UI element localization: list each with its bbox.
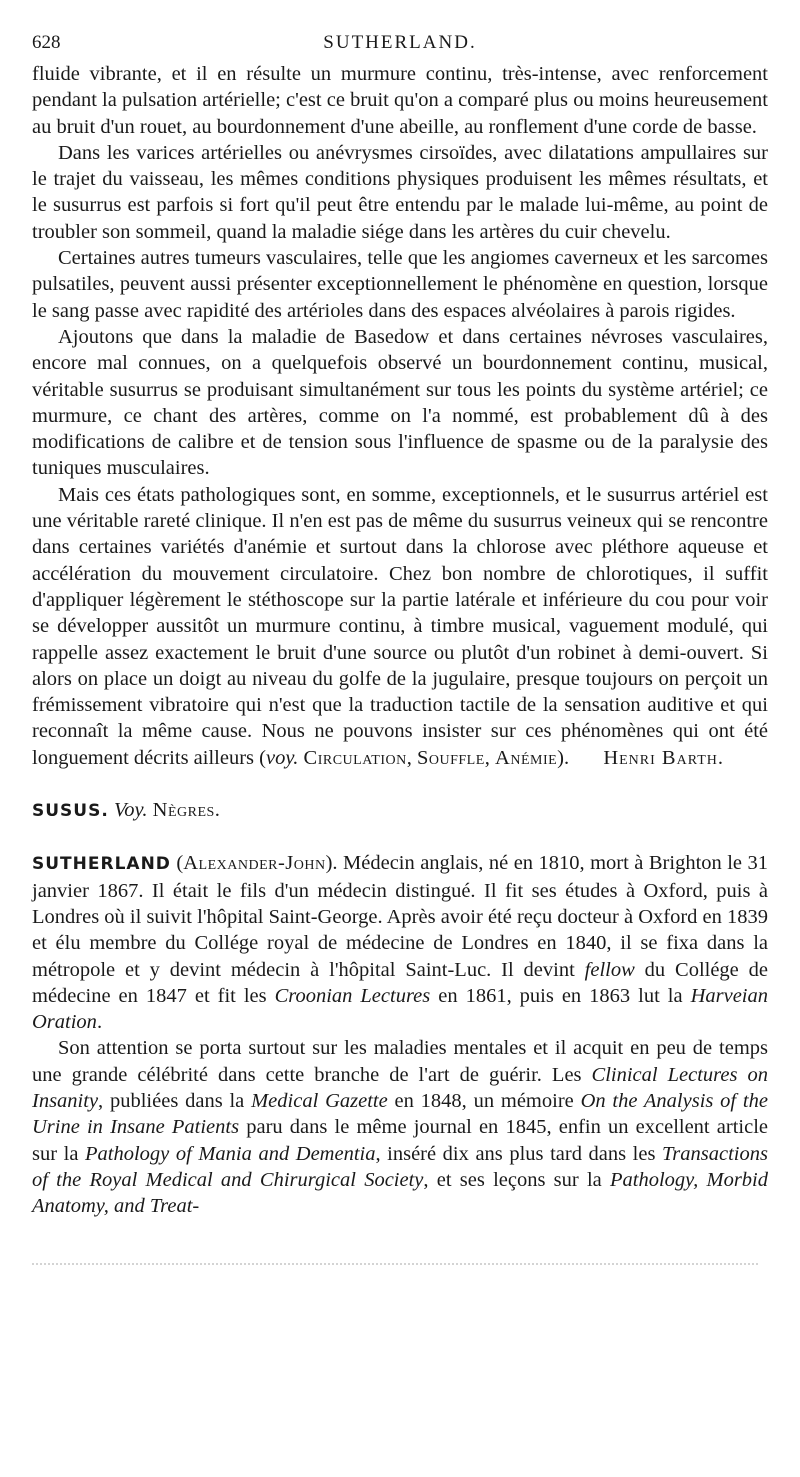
italic-run: On the Analysis of the Urine in Insane Patients: [32, 1089, 768, 1139]
author-signature: Henri Barth.: [603, 746, 724, 769]
sutherland-names: Alexander-John: [183, 852, 326, 875]
paragraph-tumeurs: Certaines autres tumeurs vasculaires, telle que les angiomes caverneux et les sarcomes pulsatiles, peuvent aussi présenter exceptionnellement le phénomène en question, lorsque le sang passe avec rapidité des artérioles dans des espaces alvéolaires à parois rigides.: [32, 247, 768, 322]
ref-separator: ,: [406, 746, 417, 769]
text-run: paru dans le même journal en 1845, enfin un excellent article sur la: [32, 1116, 768, 1165]
bleed-through-line: [32, 1263, 758, 1269]
italic-run: Croonian Lectures: [274, 984, 431, 1007]
text-run: (: [176, 852, 184, 875]
ref-close: ).: [557, 746, 570, 769]
paragraph-continuation: fluide vibrante, et il en résulte un murmure continu, très-intense, avec renforcement pendant la pulsation artérielle; c'est ce bruit qu'on a comparé plus ou moins heureusement au bruit d'un rouet, au bourdonnement d'une abeille, au ronflement d'une corde de basse.: [32, 63, 768, 138]
paragraph-chlorose: [32, 482, 768, 771]
text-run: du Collége de médecine en 1847 et fit les: [32, 958, 768, 1007]
text-run: , inséré dix ans plus tard dans les: [375, 1142, 663, 1165]
text-run: , et ses leçons sur la: [423, 1168, 610, 1191]
ref-voy: voy.: [265, 746, 299, 769]
susus-target: Nègres.: [152, 799, 221, 822]
text-run: en 1861, puis en 1863 lut la: [430, 984, 691, 1007]
italic-run: Medical Gazette: [251, 1089, 388, 1112]
entry-sutherland: [32, 850, 768, 1035]
paragraph-sutherland-works: [32, 1035, 768, 1219]
italic-run: Transactions of the Royal Medical and Chirurgical Society: [32, 1142, 768, 1191]
text-run: en 1848, un mémoire: [387, 1089, 581, 1112]
text-run: ). Médecin anglais, né en 1810, mort à Brighton le 31 janvier 1867. Il était le fils d'un médecin distingué. Il fit ses études à Oxford, puis à Londres où il suivit l'hôpital Saint-George. Après avoir été reçu docteur à Oxford en 1839 et élu membre du Collége royal de médecine de Londres en 1840, il se fixa dans la métropole et y devint médecin à l'hôpital Saint-Luc. Il devint: [32, 852, 768, 981]
ref-anemie: Anémie: [495, 746, 558, 769]
italic-run: Pathology, Morbid Anatomy, and Treat-: [32, 1168, 768, 1218]
page-header: [32, 30, 768, 58]
entry-susus: [32, 797, 768, 824]
document-page: [32, 30, 768, 1269]
italic-run: Clinical Lectures on Insanity: [32, 1063, 768, 1112]
entry-head-susus: SUSUS.: [32, 801, 109, 822]
ref-circulation: Circulation: [303, 746, 407, 769]
italic-run: Pathology of Mania and Dementia: [85, 1142, 376, 1165]
ref-separator: ,: [484, 746, 490, 769]
running-title: SUTHERLAND.: [323, 32, 477, 53]
ref-souffle: Souffle: [416, 746, 485, 769]
italic-run: Harveian Oration: [32, 984, 768, 1034]
text-run: .: [96, 1011, 103, 1034]
italic-run: fellow: [584, 958, 635, 981]
susus-voy: Voy.: [113, 799, 148, 822]
entry-head-sutherland: SUTHERLAND: [32, 854, 171, 875]
chlorose-text: Mais ces états pathologiques sont, en somme, exceptionnels, et le susurrus artériel est une véritable rareté clinique. Il n'en est pas de même du susurrus veineux qui se rencontre dans certaines variétés d'anémie et surtout dans la chlorose avec pléthore aqueuse et accélération du mouvement circulatoire. Chez bon nombre de chlorotiques, il suffit d'appliquer légèrement le stéthoscope sur la partie latérale et inférieure du cou pour voir se développer aussitôt un murmure continu, à timbre musical, vaguement modulé, qui rappelle assez exactement le bruit d'une source ou plutôt d'un robinet à demi-ouvert. Si alors on place un doigt au niveau du golfe de la jugulaire, presque toujours on perçoit un frémissement vibratoire qui n'est que la traduction tactile de la sensation auditive et qui reconnaît la même cause. Nous ne pouvons insister sur ces phénomènes qui ont été longuement décrits ailleurs (: [32, 483, 768, 769]
text-run: , publiées dans la: [98, 1089, 252, 1112]
text-run: Son attention se porta surtout sur les maladies mentales et il acquit en peu de temps une grande célébrité dans cette branche de l'art de guérir. Les: [32, 1037, 768, 1086]
paragraph-varices: Dans les varices artérielles ou anévrysmes cirsoïdes, avec dilatations ampullaires sur le trajet du vaisseau, les mêmes conditions physiques produisent les mêmes résultats, et le susurrus est parfois si fort qu'il peut être entendu par le malade lui-même, au point de troubler son sommeil, quand la maladie siége dans les artères du cuir chevelu.: [32, 141, 768, 243]
page-number: 628: [32, 32, 61, 53]
paragraph-basedow: Ajoutons que dans la maladie de Basedow et dans certaines névroses vasculaires, encore mal connues, on a quelquefois observé un bourdonnement continu, musical, véritable susurrus se produisant simultanément sur tous les points du système artériel; ce murmure, ce chant des artères, comme on l'a nommé, est probablement dû à des modifications de calibre et de tension sous l'influence de spasme ou de la paralysie des tuniques musculaires.: [32, 325, 768, 480]
